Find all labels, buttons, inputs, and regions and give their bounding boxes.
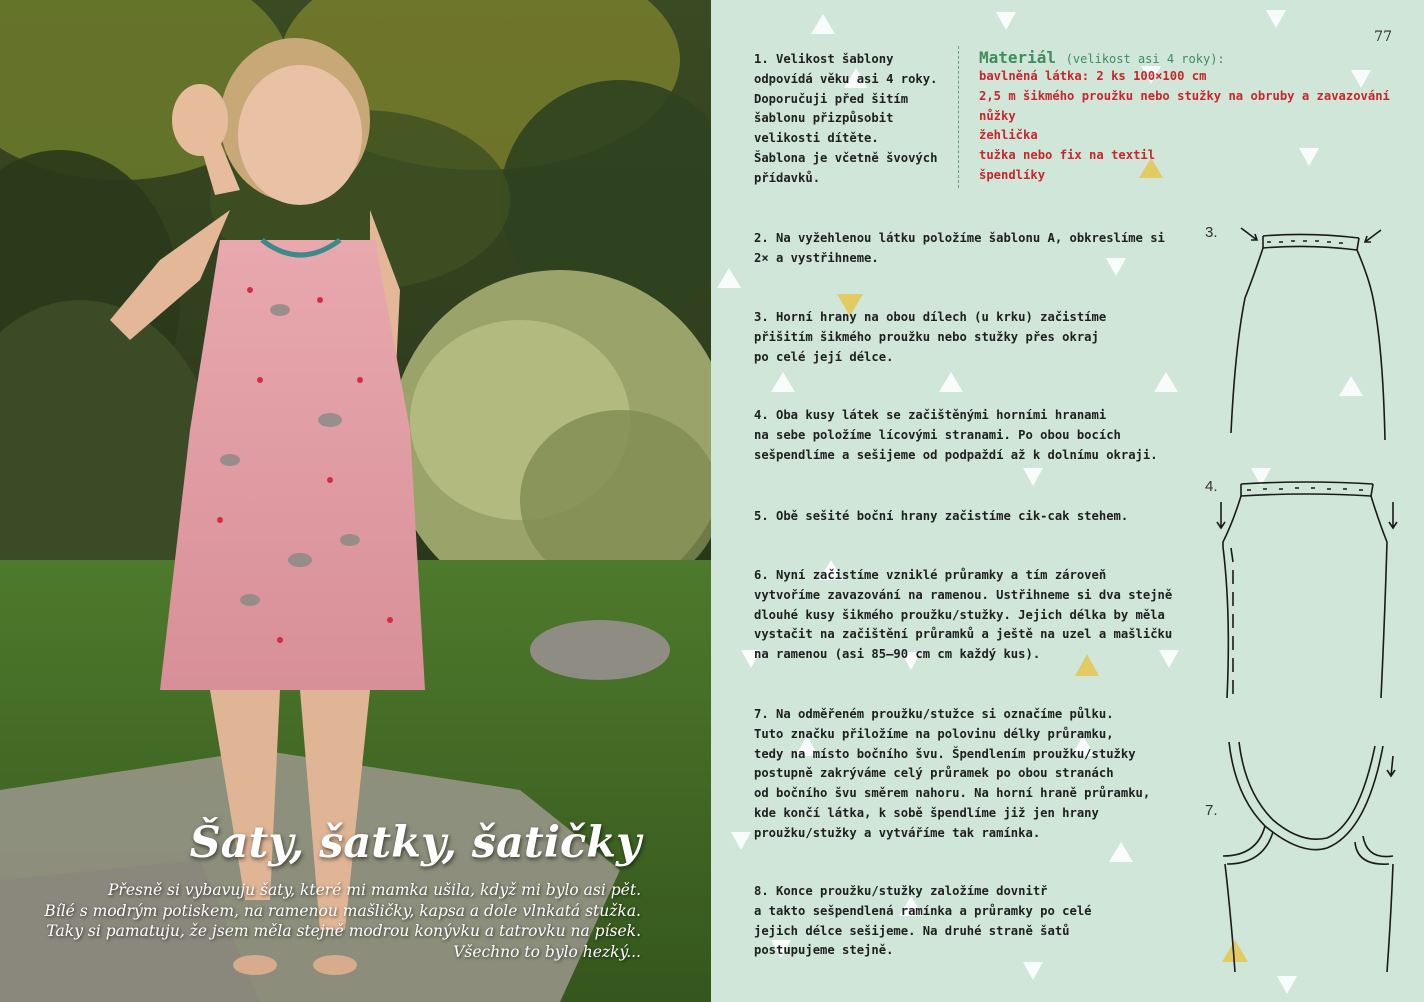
material-item: špendlíky [979, 167, 1046, 182]
page-number: 77 [1374, 29, 1392, 45]
step-6 [754, 566, 1172, 665]
step-line: 1. Velikost šablony [754, 52, 894, 66]
step-line: dlouhé kusy šikmého proužku/stužky. Jejich délka by měla [754, 607, 1165, 622]
step-line: na ramenou (asi 85–90 cm cm každý kus). [754, 647, 1041, 662]
step-line: vystačit na začištění průramků a ještě na uzel a mašličku [754, 627, 1173, 642]
sketch-step-7 [1217, 736, 1405, 980]
step-line: přídavků. [754, 170, 821, 185]
step-line: a takto sešpendlená ramínka a průramky po celé [754, 903, 1092, 918]
step-2 [754, 229, 1165, 269]
step-line: 6. Nyní začistíme vzniklé průramky a tím zároveň [754, 568, 1107, 582]
sketch-step-4 [1211, 472, 1401, 704]
step-5 [754, 507, 1128, 527]
step-4 [754, 406, 1158, 465]
step-line: sešpendlíme a sešijeme od podpaždí až k dolnímu okraji. [754, 447, 1158, 462]
step-line: od bočního švu směrem nahoru. Na horní hraně průramku, [754, 786, 1151, 801]
step-line: vytvoříme zavazování na ramenou. Ustřihneme si dva stejně [754, 587, 1173, 602]
materials-divider [958, 46, 959, 188]
material-item: nůžky [979, 108, 1016, 123]
step-line: kde končí látka, k sobě špendlíme již jen hrany [754, 805, 1099, 820]
materials-box [979, 48, 1390, 186]
step-line: Šablona je včetně švových [754, 150, 938, 165]
sketch-label: 4. [1205, 478, 1218, 495]
step-line: 3. Horní hrany na obou dílech (u krku) začistíme [754, 310, 1107, 324]
step-line: 7. Na odměřeném proužku/stužce si označíme půlku. [754, 707, 1114, 721]
step-line: šablonu přizpůsobit [754, 111, 894, 126]
step-line: přišitím šikmého proužku nebo stužky přes okraj [754, 329, 1099, 344]
material-item: 2,5 m šikmého proužku nebo stužky na obruby a zavazování [979, 88, 1390, 103]
materials-subtitle: (velikost asi 4 roky): [1065, 52, 1225, 66]
material-item: bavlněná látka: 2 ks 100×100 cm [979, 69, 1207, 83]
caption-line: Přesně si vybavuju šaty, které mi mamka ušila, když mi bylo asi pět. [108, 881, 641, 899]
step-line: na sebe položíme lícovými stranami. Po obou bocích [754, 427, 1121, 442]
materials-heading [979, 48, 1390, 67]
photo-caption [44, 880, 641, 962]
step-line: 2. Na vyžehlenou látku položíme šablonu A, obkreslíme si [754, 231, 1165, 245]
sketch-label: 7. [1205, 802, 1218, 819]
photo-title: Šaty, šatky, šatičky [189, 818, 641, 868]
step-7 [754, 705, 1150, 844]
step-line: tedy na místo bočního švu. Špendlením proužku/stužky [754, 746, 1136, 761]
caption-line: Bílé s modrým potiskem, na ramenou mašličky, kapsa a dole vlnkatá stužka. [44, 901, 641, 920]
step-line: 8. Konce proužku/stužky založíme dovnitř [754, 884, 1048, 898]
step-line: Tuto značku přiložíme na polovinu délky průramku, [754, 726, 1114, 741]
material-item: žehlička [979, 128, 1038, 143]
photo-page [0, 0, 711, 1002]
step-8 [754, 882, 1092, 961]
sketch-step-3 [1223, 218, 1395, 448]
sketch-label: 3. [1205, 224, 1218, 241]
step-line: po celé její délce. [754, 349, 894, 364]
step-line: postupujeme stejně. [754, 943, 894, 958]
step-line: postupně zakrýváme celý průramek po obou stranách [754, 766, 1114, 781]
step-line: velikosti dítěte. [754, 131, 879, 146]
caption-line: Taky si pamatuju, že jsem měla stejně modrou konývku a tatrovku na písek. [46, 922, 641, 940]
step-line: jejich délce sešijeme. Na druhé straně šatů [754, 923, 1070, 938]
material-item: tužka nebo fix na textil [979, 148, 1156, 163]
step-line: 5. Obě sešité boční hrany začistíme cik-cak stehem. [754, 509, 1129, 523]
step-line: odpovídá věku asi 4 roky. [754, 71, 938, 86]
step-3 [754, 308, 1106, 367]
caption-line: Všechno to bylo hezký... [453, 942, 641, 961]
step-line: Doporučuji před šitím [754, 91, 909, 106]
materials-title: Materiál [979, 48, 1057, 67]
step-line: 4. Oba kusy látek se začištěnými horními hranami [754, 408, 1107, 422]
step-line: proužku/stužky a vytváříme tak ramínka. [754, 825, 1041, 840]
step-line: 2× a vystřihneme. [754, 250, 879, 265]
step-1 [754, 50, 937, 189]
instruction-page [711, 0, 1424, 1002]
